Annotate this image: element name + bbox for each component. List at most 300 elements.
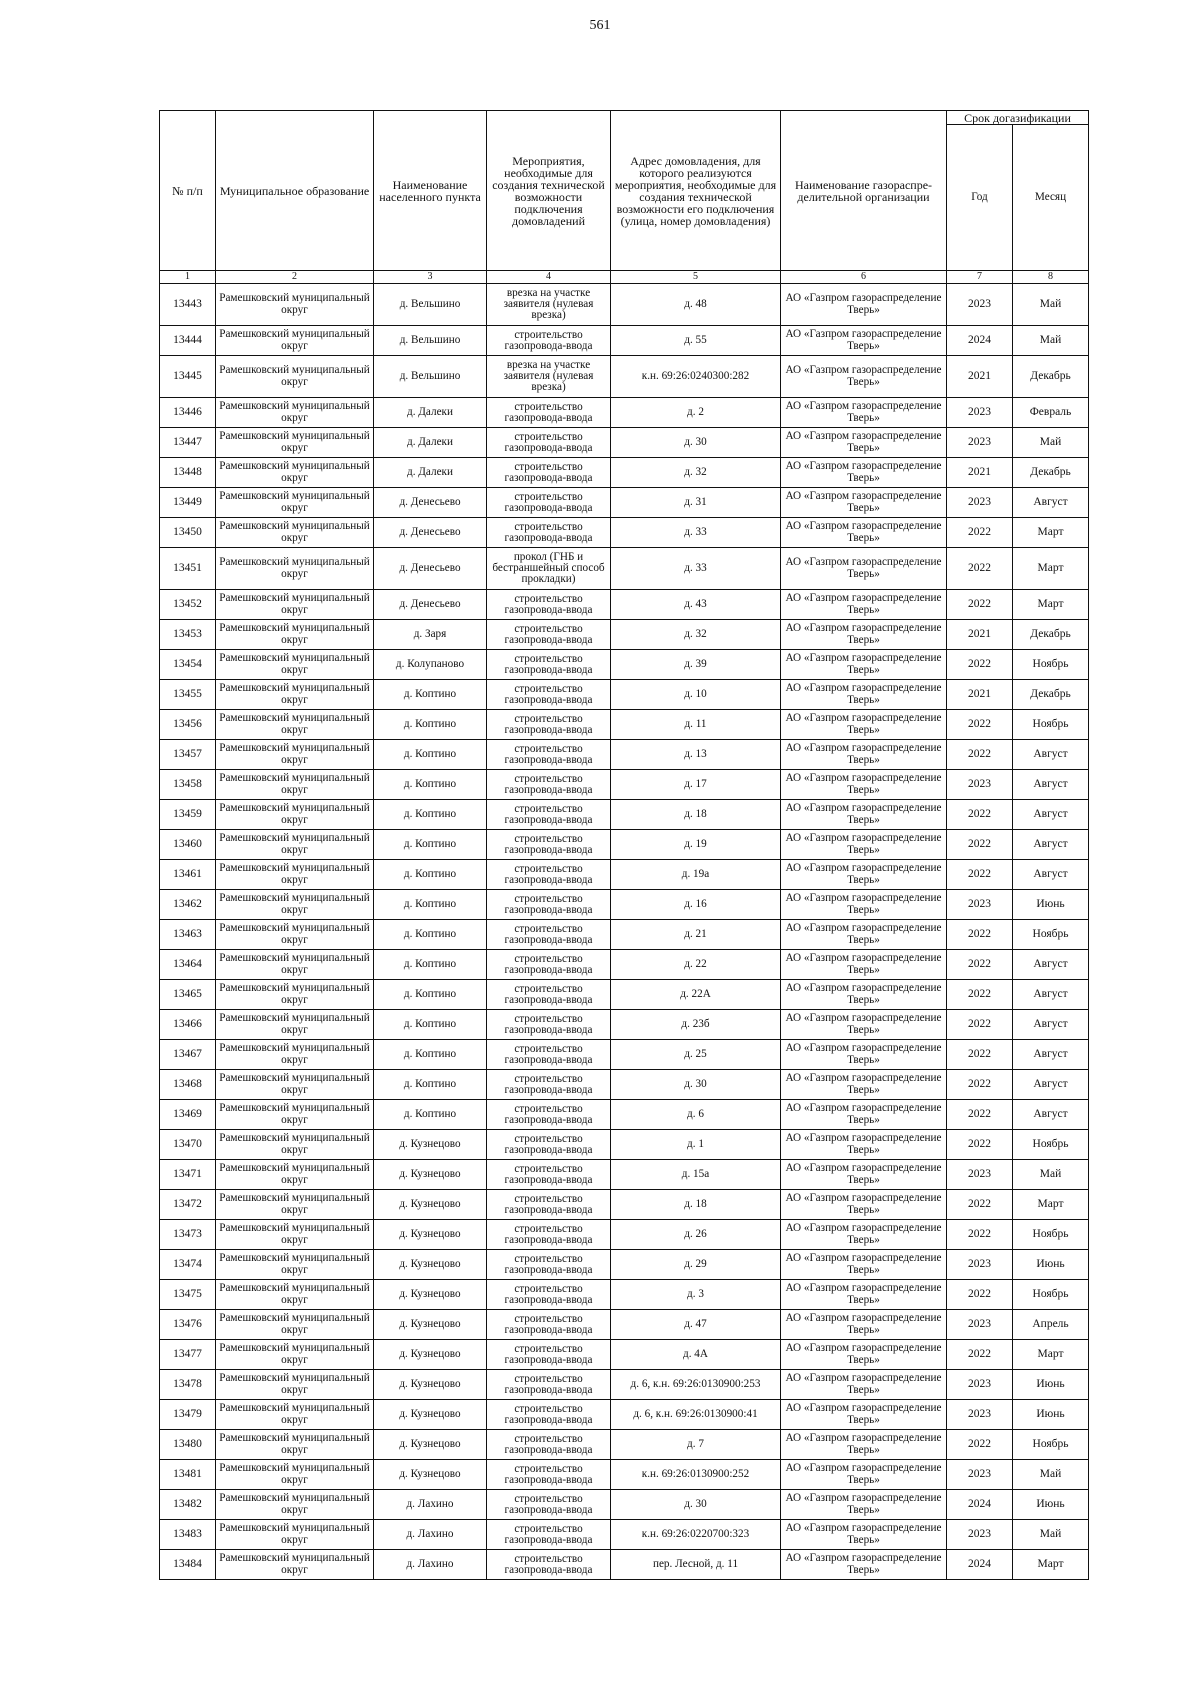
column-number: 2 — [216, 271, 374, 284]
address-cell: д. 4А — [611, 1340, 781, 1370]
year-cell: 2024 — [947, 326, 1013, 356]
column-number: 7 — [947, 271, 1013, 284]
settlement-cell: д. Кузнецово — [374, 1160, 487, 1190]
month-cell: Ноябрь — [1013, 1280, 1089, 1310]
address-cell: д. 23б — [611, 1010, 781, 1040]
row-number-cell: 13471 — [160, 1160, 216, 1190]
row-number-cell: 13445 — [160, 356, 216, 398]
header-gas-org: Наименование газораспре-делительной организации — [781, 111, 947, 271]
address-cell: д. 39 — [611, 650, 781, 680]
settlement-cell: д. Лахино — [374, 1490, 487, 1520]
year-cell: 2024 — [947, 1490, 1013, 1520]
table-row — [160, 830, 1089, 860]
municipality-cell: Рамешковский муниципальный округ — [216, 950, 374, 980]
row-number-cell: 13473 — [160, 1220, 216, 1250]
gas-org-cell: АО «Газпром газораспределение Тверь» — [781, 356, 947, 398]
header-address: Адрес домовладения, для которого реализуются мероприятия, необходимые для создания технической возможности его подключения (улица, номер домовладения) — [611, 111, 781, 271]
table-row — [160, 1430, 1089, 1460]
address-cell: д. 3 — [611, 1280, 781, 1310]
table-row — [160, 458, 1089, 488]
year-cell: 2022 — [947, 1220, 1013, 1250]
settlement-cell: д. Кузнецово — [374, 1220, 487, 1250]
gas-org-cell: АО «Газпром газораспределение Тверь» — [781, 1100, 947, 1130]
table-row — [160, 398, 1089, 428]
municipality-cell: Рамешковский муниципальный округ — [216, 590, 374, 620]
settlement-cell: д. Кузнецово — [374, 1430, 487, 1460]
settlement-cell: д. Коптино — [374, 1040, 487, 1070]
year-cell: 2022 — [947, 1280, 1013, 1310]
row-number-cell: 13482 — [160, 1490, 216, 1520]
address-cell: д. 6, к.н. 69:26:0130900:41 — [611, 1400, 781, 1430]
row-number-cell: 13458 — [160, 770, 216, 800]
row-number-cell: 13477 — [160, 1340, 216, 1370]
month-cell: Май — [1013, 1520, 1089, 1550]
activity-cell: строительство газопровода-ввода — [487, 1160, 611, 1190]
row-number-cell: 13472 — [160, 1190, 216, 1220]
month-cell: Июнь — [1013, 1370, 1089, 1400]
activity-cell: врезка на участке заявителя (нулевая врезка) — [487, 284, 611, 326]
activity-cell: строительство газопровода-ввода — [487, 590, 611, 620]
activity-cell: строительство газопровода-ввода — [487, 1550, 611, 1580]
page-number: 561 — [589, 18, 611, 33]
row-number-cell: 13450 — [160, 518, 216, 548]
settlement-cell: д. Кузнецово — [374, 1310, 487, 1340]
activity-cell: прокол (ГНБ и бестраншейный способ прокладки) — [487, 548, 611, 590]
address-cell: д. 32 — [611, 458, 781, 488]
municipality-cell: Рамешковский муниципальный округ — [216, 1130, 374, 1160]
activity-cell: строительство газопровода-ввода — [487, 1340, 611, 1370]
settlement-cell: д. Коптино — [374, 1100, 487, 1130]
month-cell: Март — [1013, 1190, 1089, 1220]
row-number-cell: 13475 — [160, 1280, 216, 1310]
year-cell: 2022 — [947, 518, 1013, 548]
year-cell: 2022 — [947, 920, 1013, 950]
month-cell: Май — [1013, 1460, 1089, 1490]
municipality-cell: Рамешковский муниципальный округ — [216, 1040, 374, 1070]
column-number: 3 — [374, 271, 487, 284]
year-cell: 2022 — [947, 950, 1013, 980]
address-cell: пер. Лесной, д. 11 — [611, 1550, 781, 1580]
activity-cell: строительство газопровода-ввода — [487, 770, 611, 800]
municipality-cell: Рамешковский муниципальный округ — [216, 1310, 374, 1340]
gas-org-cell: АО «Газпром газораспределение Тверь» — [781, 620, 947, 650]
table-row — [160, 488, 1089, 518]
settlement-cell: д. Коптино — [374, 740, 487, 770]
table-row — [160, 1400, 1089, 1430]
year-cell: 2022 — [947, 590, 1013, 620]
settlement-cell: д. Коптино — [374, 710, 487, 740]
row-number-cell: 13444 — [160, 326, 216, 356]
table-row — [160, 1340, 1089, 1370]
row-number-cell: 13449 — [160, 488, 216, 518]
address-cell: д. 43 — [611, 590, 781, 620]
row-number-cell: 13453 — [160, 620, 216, 650]
row-number-cell: 13452 — [160, 590, 216, 620]
gas-org-cell: АО «Газпром газораспределение Тверь» — [781, 1520, 947, 1550]
month-cell: Август — [1013, 1100, 1089, 1130]
gas-org-cell: АО «Газпром газораспределение Тверь» — [781, 284, 947, 326]
month-cell: Август — [1013, 1040, 1089, 1070]
row-number-cell: 13446 — [160, 398, 216, 428]
row-number-cell: 13448 — [160, 458, 216, 488]
address-cell: д. 31 — [611, 488, 781, 518]
year-cell: 2022 — [947, 548, 1013, 590]
month-cell: Июнь — [1013, 890, 1089, 920]
year-cell: 2022 — [947, 650, 1013, 680]
gas-org-cell: АО «Газпром газораспределение Тверь» — [781, 800, 947, 830]
month-cell: Август — [1013, 770, 1089, 800]
activity-cell: строительство газопровода-ввода — [487, 518, 611, 548]
header-settlement: Наименование населенного пункта — [374, 111, 487, 271]
municipality-cell: Рамешковский муниципальный округ — [216, 710, 374, 740]
address-cell: д. 30 — [611, 428, 781, 458]
municipality-cell: Рамешковский муниципальный округ — [216, 1340, 374, 1370]
municipality-cell: Рамешковский муниципальный округ — [216, 800, 374, 830]
header-month: Месяц — [1013, 125, 1089, 271]
year-cell: 2022 — [947, 830, 1013, 860]
row-number-cell: 13466 — [160, 1010, 216, 1040]
gas-org-cell: АО «Газпром газораспределение Тверь» — [781, 680, 947, 710]
activity-cell: строительство газопровода-ввода — [487, 740, 611, 770]
address-cell: к.н. 69:26:0130900:252 — [611, 1460, 781, 1490]
activity-cell: врезка на участке заявителя (нулевая врезка) — [487, 356, 611, 398]
municipality-cell: Рамешковский муниципальный округ — [216, 548, 374, 590]
address-cell: д. 10 — [611, 680, 781, 710]
month-cell: Февраль — [1013, 398, 1089, 428]
month-cell: Май — [1013, 1160, 1089, 1190]
activity-cell: строительство газопровода-ввода — [487, 890, 611, 920]
row-number-cell: 13470 — [160, 1130, 216, 1160]
settlement-cell: д. Коптино — [374, 830, 487, 860]
activity-cell: строительство газопровода-ввода — [487, 1400, 611, 1430]
municipality-cell: Рамешковский муниципальный округ — [216, 284, 374, 326]
year-cell: 2023 — [947, 1460, 1013, 1490]
settlement-cell: д. Далеки — [374, 428, 487, 458]
year-cell: 2022 — [947, 860, 1013, 890]
header-activities: Мероприятия, необходимые для создания технической возможности подключения домовладений — [487, 111, 611, 271]
address-cell: д. 17 — [611, 770, 781, 800]
gas-org-cell: АО «Газпром газораспределение Тверь» — [781, 890, 947, 920]
address-cell: д. 47 — [611, 1310, 781, 1340]
table-row — [160, 770, 1089, 800]
gas-org-cell: АО «Газпром газораспределение Тверь» — [781, 326, 947, 356]
year-cell: 2022 — [947, 1130, 1013, 1160]
year-cell: 2021 — [947, 620, 1013, 650]
month-cell: Май — [1013, 428, 1089, 458]
settlement-cell: д. Заря — [374, 620, 487, 650]
table-row — [160, 1310, 1089, 1340]
settlement-cell: д. Кузнецово — [374, 1190, 487, 1220]
activity-cell: строительство газопровода-ввода — [487, 710, 611, 740]
municipality-cell: Рамешковский муниципальный округ — [216, 1400, 374, 1430]
address-cell: д. 55 — [611, 326, 781, 356]
year-cell: 2022 — [947, 1430, 1013, 1460]
column-number: 5 — [611, 271, 781, 284]
table-row — [160, 950, 1089, 980]
gas-org-cell: АО «Газпром газораспределение Тверь» — [781, 710, 947, 740]
gas-org-cell: АО «Газпром газораспределение Тверь» — [781, 1160, 947, 1190]
row-number-cell: 13484 — [160, 1550, 216, 1580]
row-number-cell: 13478 — [160, 1370, 216, 1400]
table-row — [160, 740, 1089, 770]
month-cell: Март — [1013, 518, 1089, 548]
address-cell: д. 7 — [611, 1430, 781, 1460]
gas-org-cell: АО «Газпром газораспределение Тверь» — [781, 1550, 947, 1580]
year-cell: 2023 — [947, 428, 1013, 458]
year-cell: 2023 — [947, 770, 1013, 800]
settlement-cell: д. Коптино — [374, 980, 487, 1010]
municipality-cell: Рамешковский муниципальный округ — [216, 1460, 374, 1490]
municipality-cell: Рамешковский муниципальный округ — [216, 518, 374, 548]
row-number-cell: 13468 — [160, 1070, 216, 1100]
row-number-cell: 13456 — [160, 710, 216, 740]
year-cell: 2023 — [947, 1400, 1013, 1430]
year-cell: 2022 — [947, 1070, 1013, 1100]
year-cell: 2023 — [947, 1520, 1013, 1550]
month-cell: Август — [1013, 830, 1089, 860]
row-number-cell: 13463 — [160, 920, 216, 950]
month-cell: Ноябрь — [1013, 650, 1089, 680]
row-number-cell: 13460 — [160, 830, 216, 860]
address-cell: д. 21 — [611, 920, 781, 950]
month-cell: Август — [1013, 488, 1089, 518]
municipality-cell: Рамешковский муниципальный округ — [216, 356, 374, 398]
table-row — [160, 1010, 1089, 1040]
activity-cell: строительство газопровода-ввода — [487, 326, 611, 356]
municipality-cell: Рамешковский муниципальный округ — [216, 398, 374, 428]
table-row — [160, 800, 1089, 830]
address-cell: д. 2 — [611, 398, 781, 428]
table-row — [160, 1040, 1089, 1070]
row-number-cell: 13467 — [160, 1040, 216, 1070]
settlement-cell: д. Вельшино — [374, 356, 487, 398]
year-cell: 2022 — [947, 1040, 1013, 1070]
municipality-cell: Рамешковский муниципальный округ — [216, 650, 374, 680]
year-cell: 2022 — [947, 1010, 1013, 1040]
municipality-cell: Рамешковский муниципальный округ — [216, 458, 374, 488]
table-row — [160, 620, 1089, 650]
month-cell: Март — [1013, 548, 1089, 590]
activity-cell: строительство газопровода-ввода — [487, 1250, 611, 1280]
table-row — [160, 1130, 1089, 1160]
settlement-cell: д. Кузнецово — [374, 1280, 487, 1310]
activity-cell: строительство газопровода-ввода — [487, 1490, 611, 1520]
activity-cell: строительство газопровода-ввода — [487, 650, 611, 680]
address-cell: к.н. 69:26:0240300:282 — [611, 356, 781, 398]
table-row — [160, 1520, 1089, 1550]
year-cell: 2024 — [947, 1550, 1013, 1580]
table-row — [160, 326, 1089, 356]
address-cell: д. 18 — [611, 1190, 781, 1220]
settlement-cell: д. Денесьево — [374, 488, 487, 518]
row-number-cell: 13469 — [160, 1100, 216, 1130]
gas-org-cell: АО «Газпром газораспределение Тверь» — [781, 1250, 947, 1280]
table-row — [160, 710, 1089, 740]
activity-cell: строительство газопровода-ввода — [487, 398, 611, 428]
municipality-cell: Рамешковский муниципальный округ — [216, 1220, 374, 1250]
settlement-cell: д. Денесьево — [374, 590, 487, 620]
activity-cell: строительство газопровода-ввода — [487, 1520, 611, 1550]
gas-org-cell: АО «Газпром газораспределение Тверь» — [781, 1430, 947, 1460]
gas-org-cell: АО «Газпром газораспределение Тверь» — [781, 1280, 947, 1310]
month-cell: Декабрь — [1013, 356, 1089, 398]
month-cell: Декабрь — [1013, 620, 1089, 650]
address-cell: д. 6 — [611, 1100, 781, 1130]
municipality-cell: Рамешковский муниципальный округ — [216, 1550, 374, 1580]
address-cell: д. 30 — [611, 1070, 781, 1100]
settlement-cell: д. Кузнецово — [374, 1370, 487, 1400]
year-cell: 2023 — [947, 284, 1013, 326]
settlement-cell: д. Коптино — [374, 1070, 487, 1100]
municipality-cell: Рамешковский муниципальный округ — [216, 1520, 374, 1550]
gas-org-cell: АО «Газпром газораспределение Тверь» — [781, 548, 947, 590]
table-row — [160, 1220, 1089, 1250]
settlement-cell: д. Коптино — [374, 680, 487, 710]
gas-org-cell: АО «Газпром газораспределение Тверь» — [781, 488, 947, 518]
row-number-cell: 13447 — [160, 428, 216, 458]
activity-cell: строительство газопровода-ввода — [487, 1280, 611, 1310]
column-number: 8 — [1013, 271, 1089, 284]
activity-cell: строительство газопровода-ввода — [487, 1130, 611, 1160]
gas-org-cell: АО «Газпром газораспределение Тверь» — [781, 1340, 947, 1370]
month-cell: Декабрь — [1013, 458, 1089, 488]
year-cell: 2023 — [947, 398, 1013, 428]
row-number-cell: 13476 — [160, 1310, 216, 1340]
address-cell: к.н. 69:26:0220700:323 — [611, 1520, 781, 1550]
municipality-cell: Рамешковский муниципальный округ — [216, 680, 374, 710]
settlement-cell: д. Лахино — [374, 1550, 487, 1580]
gas-org-cell: АО «Газпром газораспределение Тверь» — [781, 1010, 947, 1040]
settlement-cell: д. Денесьево — [374, 548, 487, 590]
column-number: 4 — [487, 271, 611, 284]
month-cell: Ноябрь — [1013, 1220, 1089, 1250]
gas-org-cell: АО «Газпром газораспределение Тверь» — [781, 1220, 947, 1250]
month-cell: Ноябрь — [1013, 920, 1089, 950]
gasification-table — [159, 110, 1089, 1580]
gas-org-cell: АО «Газпром газораспределение Тверь» — [781, 1190, 947, 1220]
year-cell: 2021 — [947, 680, 1013, 710]
table-row — [160, 680, 1089, 710]
gas-org-cell: АО «Газпром газораспределение Тверь» — [781, 428, 947, 458]
activity-cell: строительство газопровода-ввода — [487, 1370, 611, 1400]
address-cell: д. 16 — [611, 890, 781, 920]
activity-cell: строительство газопровода-ввода — [487, 980, 611, 1010]
row-number-cell: 13455 — [160, 680, 216, 710]
gas-org-cell: АО «Газпром газораспределение Тверь» — [781, 770, 947, 800]
gas-org-cell: АО «Газпром газораспределение Тверь» — [781, 860, 947, 890]
year-cell: 2023 — [947, 1370, 1013, 1400]
address-cell: д. 13 — [611, 740, 781, 770]
row-number-cell: 13451 — [160, 548, 216, 590]
municipality-cell: Рамешковский муниципальный округ — [216, 1160, 374, 1190]
year-cell: 2022 — [947, 800, 1013, 830]
header-row-number: № п/п — [160, 111, 216, 271]
address-cell: д. 48 — [611, 284, 781, 326]
month-cell: Май — [1013, 284, 1089, 326]
table-row — [160, 356, 1089, 398]
address-cell: д. 15а — [611, 1160, 781, 1190]
activity-cell: строительство газопровода-ввода — [487, 860, 611, 890]
gas-org-cell: АО «Газпром газораспределение Тверь» — [781, 1490, 947, 1520]
year-cell: 2022 — [947, 1340, 1013, 1370]
row-number-cell: 13454 — [160, 650, 216, 680]
municipality-cell: Рамешковский муниципальный округ — [216, 1490, 374, 1520]
gas-org-cell: АО «Газпром газораспределение Тверь» — [781, 398, 947, 428]
table-row — [160, 1190, 1089, 1220]
row-number-cell: 13464 — [160, 950, 216, 980]
municipality-cell: Рамешковский муниципальный округ — [216, 1430, 374, 1460]
table-body — [160, 284, 1089, 1580]
settlement-cell: д. Коптино — [374, 1010, 487, 1040]
gas-org-cell: АО «Газпром газораспределение Тверь» — [781, 650, 947, 680]
gas-org-cell: АО «Газпром газораспределение Тверь» — [781, 1040, 947, 1070]
table-row — [160, 860, 1089, 890]
table-row — [160, 1490, 1089, 1520]
table-row — [160, 548, 1089, 590]
municipality-cell: Рамешковский муниципальный округ — [216, 920, 374, 950]
table-row — [160, 890, 1089, 920]
table-row — [160, 1100, 1089, 1130]
year-cell: 2021 — [947, 458, 1013, 488]
year-cell: 2022 — [947, 1100, 1013, 1130]
row-number-cell: 13459 — [160, 800, 216, 830]
month-cell: Май — [1013, 326, 1089, 356]
municipality-cell: Рамешковский муниципальный округ — [216, 1370, 374, 1400]
municipality-cell: Рамешковский муниципальный округ — [216, 770, 374, 800]
activity-cell: строительство газопровода-ввода — [487, 1220, 611, 1250]
municipality-cell: Рамешковский муниципальный округ — [216, 326, 374, 356]
row-number-cell: 13465 — [160, 980, 216, 1010]
settlement-cell: д. Кузнецово — [374, 1130, 487, 1160]
municipality-cell: Рамешковский муниципальный округ — [216, 980, 374, 1010]
settlement-cell: д. Коптино — [374, 950, 487, 980]
municipality-cell: Рамешковский муниципальный округ — [216, 740, 374, 770]
settlement-cell: д. Кузнецово — [374, 1340, 487, 1370]
municipality-cell: Рамешковский муниципальный округ — [216, 890, 374, 920]
table-row — [160, 1160, 1089, 1190]
month-cell: Декабрь — [1013, 680, 1089, 710]
address-cell: д. 26 — [611, 1220, 781, 1250]
activity-cell: строительство газопровода-ввода — [487, 950, 611, 980]
year-cell: 2022 — [947, 710, 1013, 740]
gas-org-cell: АО «Газпром газораспределение Тверь» — [781, 980, 947, 1010]
header-deadline-group: Срок догазификации — [947, 111, 1089, 125]
row-number-cell: 13483 — [160, 1520, 216, 1550]
address-cell: д. 30 — [611, 1490, 781, 1520]
gas-org-cell: АО «Газпром газораспределение Тверь» — [781, 1310, 947, 1340]
table-row — [160, 518, 1089, 548]
settlement-cell: д. Кузнецово — [374, 1250, 487, 1280]
gas-org-cell: АО «Газпром газораспределение Тверь» — [781, 518, 947, 548]
activity-cell: строительство газопровода-ввода — [487, 428, 611, 458]
header-year: Год — [947, 125, 1013, 271]
activity-cell: строительство газопровода-ввода — [487, 1040, 611, 1070]
address-cell: д. 22А — [611, 980, 781, 1010]
activity-cell: строительство газопровода-ввода — [487, 620, 611, 650]
header-municipality: Муниципальное образование — [216, 111, 374, 271]
month-cell: Июнь — [1013, 1490, 1089, 1520]
address-cell: д. 33 — [611, 518, 781, 548]
address-cell: д. 19 — [611, 830, 781, 860]
settlement-cell: д. Вельшино — [374, 326, 487, 356]
municipality-cell: Рамешковский муниципальный округ — [216, 488, 374, 518]
settlement-cell: д. Лахино — [374, 1520, 487, 1550]
gas-org-cell: АО «Газпром газораспределение Тверь» — [781, 950, 947, 980]
municipality-cell: Рамешковский муниципальный округ — [216, 830, 374, 860]
year-cell: 2023 — [947, 1310, 1013, 1340]
row-number-cell: 13457 — [160, 740, 216, 770]
table-row — [160, 284, 1089, 326]
